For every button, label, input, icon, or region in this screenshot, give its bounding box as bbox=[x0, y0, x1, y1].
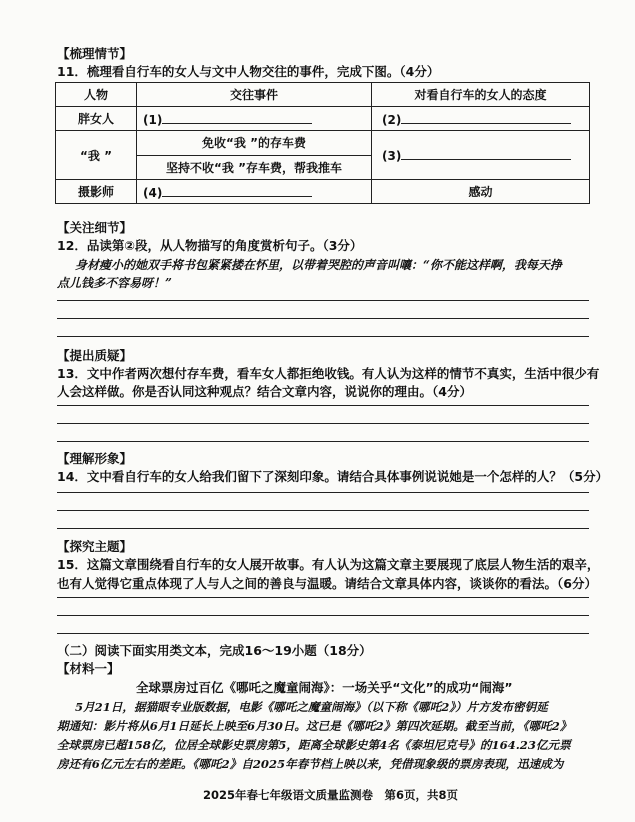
question-13-line-2: 人会这样做。你是否认同这种观点？结合文章内容，说说你的理由。（4分） bbox=[57, 384, 472, 399]
table-header-attitude: 对看自行车的女人的态度 bbox=[372, 83, 590, 107]
table-cell-event: 免收“我 ”的存车费 bbox=[137, 131, 372, 156]
table-cell-person: 摄影师 bbox=[56, 180, 137, 204]
answer-line[interactable] bbox=[57, 615, 589, 616]
quoted-sentence-line-1: 身材瘦小的她双手将书包紧紧搂在怀里，以带着哭腔的声音叫嚷：“你不能这样啊，我每天挣 bbox=[75, 258, 562, 272]
quoted-sentence-line-2: 点儿钱多不容易呀！” bbox=[57, 276, 172, 290]
table-header-person: 人物 bbox=[56, 83, 137, 107]
table-cell-person: 胖女人 bbox=[56, 107, 137, 131]
article-line-4: 房还有6亿元左右的差距。《哪吒2》自2025年春节档上映以来，凭借现象级的票房表现，迅速成为 bbox=[57, 757, 564, 771]
question-12: 12．品读第②段，从人物描写的角度赏析句子。（3分） bbox=[57, 238, 363, 253]
answer-line[interactable] bbox=[57, 423, 589, 424]
plot-table bbox=[55, 82, 590, 204]
answer-line[interactable] bbox=[57, 405, 589, 406]
table-row bbox=[56, 180, 590, 204]
table-row bbox=[56, 107, 590, 131]
section-heading-character: 【理解形象】 bbox=[57, 451, 133, 466]
question-13-line-1: 13．文中作者两次想付存车费，看车女人都拒绝收钱。有人认为这样的情节不真实，生活中很少有 bbox=[57, 366, 600, 381]
table-header-event: 交往事件 bbox=[137, 83, 372, 107]
blank-label: (4) bbox=[143, 185, 163, 200]
answer-line[interactable] bbox=[57, 336, 589, 337]
answer-line[interactable] bbox=[57, 300, 589, 301]
answer-line[interactable] bbox=[57, 597, 589, 598]
table-row bbox=[56, 131, 590, 156]
answer-blank-4[interactable] bbox=[162, 184, 312, 197]
table-cell-event bbox=[137, 180, 372, 204]
question-11: 11．梳理看自行车的女人与文中人物交往的事件，完成下图。（4分） bbox=[57, 64, 440, 79]
material-1-heading: 【材料一】 bbox=[57, 661, 120, 676]
table-cell-attitude: 感动 bbox=[372, 180, 590, 204]
table-header-row bbox=[56, 83, 590, 107]
table-cell-attitude bbox=[372, 131, 590, 180]
answer-blank-3[interactable] bbox=[401, 147, 571, 160]
page-footer: 2025年春七年级语文质量监测卷 第6页，共8页 bbox=[203, 788, 459, 802]
table-cell-event: 坚持不收“我 ”存车费，帮我推车 bbox=[137, 155, 372, 180]
article-line-1: 5月21日，据猫眼专业版数据，电影《哪吒之魔童闹海》（以下称《哪吒2》）片方发布密钥延 bbox=[75, 700, 548, 714]
question-15-line-2: 也有人觉得它重点体现了人与人之间的善良与温暖。请结合文章具体内容，谈谈你的看法。（6分） bbox=[57, 576, 597, 591]
question-15-line-1: 15．这篇文章围绕看自行车的女人展开故事。有人认为这篇文章主要展现了底层人物生活的艰辛， bbox=[57, 557, 600, 572]
question-14: 14．文中看自行车的女人给我们留下了深刻印象。请结合具体事例说说她是一个怎样的人？（5分） bbox=[57, 469, 609, 484]
blank-label: (1) bbox=[143, 112, 163, 127]
answer-line[interactable] bbox=[57, 318, 589, 319]
part-2-heading: （二）阅读下面实用类文本，完成16～19小题（18分） bbox=[57, 643, 372, 658]
answer-line[interactable] bbox=[57, 528, 589, 529]
article-title: 全球票房过百亿《哪吒之魔童闹海》：一场关乎“文化”的成功“闹海” bbox=[136, 680, 513, 695]
article-line-3: 全球票房已超158亿，位居全球影史票房第5，距离全球影史第4名《泰坦尼克号》的164.23亿元票 bbox=[57, 738, 571, 752]
answer-line[interactable] bbox=[57, 492, 589, 493]
blank-label: (3) bbox=[382, 149, 402, 163]
answer-line[interactable] bbox=[57, 633, 589, 634]
table-cell-attitude bbox=[372, 107, 590, 131]
table-cell-event bbox=[137, 107, 372, 131]
section-heading-theme: 【探究主题】 bbox=[57, 539, 133, 554]
blank-label: (2) bbox=[382, 112, 402, 127]
section-heading-plot: 【梳理情节】 bbox=[57, 46, 133, 61]
table-cell-person: “我 ” bbox=[56, 131, 137, 180]
answer-blank-2[interactable] bbox=[401, 111, 571, 124]
section-heading-question: 【提出质疑】 bbox=[57, 348, 133, 363]
answer-line[interactable] bbox=[57, 510, 589, 511]
answer-line[interactable] bbox=[57, 441, 589, 442]
section-heading-detail: 【关注细节】 bbox=[57, 220, 133, 235]
answer-blank-1[interactable] bbox=[162, 111, 312, 124]
article-line-2: 期通知：影片将从6月1日延长上映至6月30日。这已是《哪吒2》第四次延期。截至当前，《哪吒2》 bbox=[57, 719, 572, 733]
